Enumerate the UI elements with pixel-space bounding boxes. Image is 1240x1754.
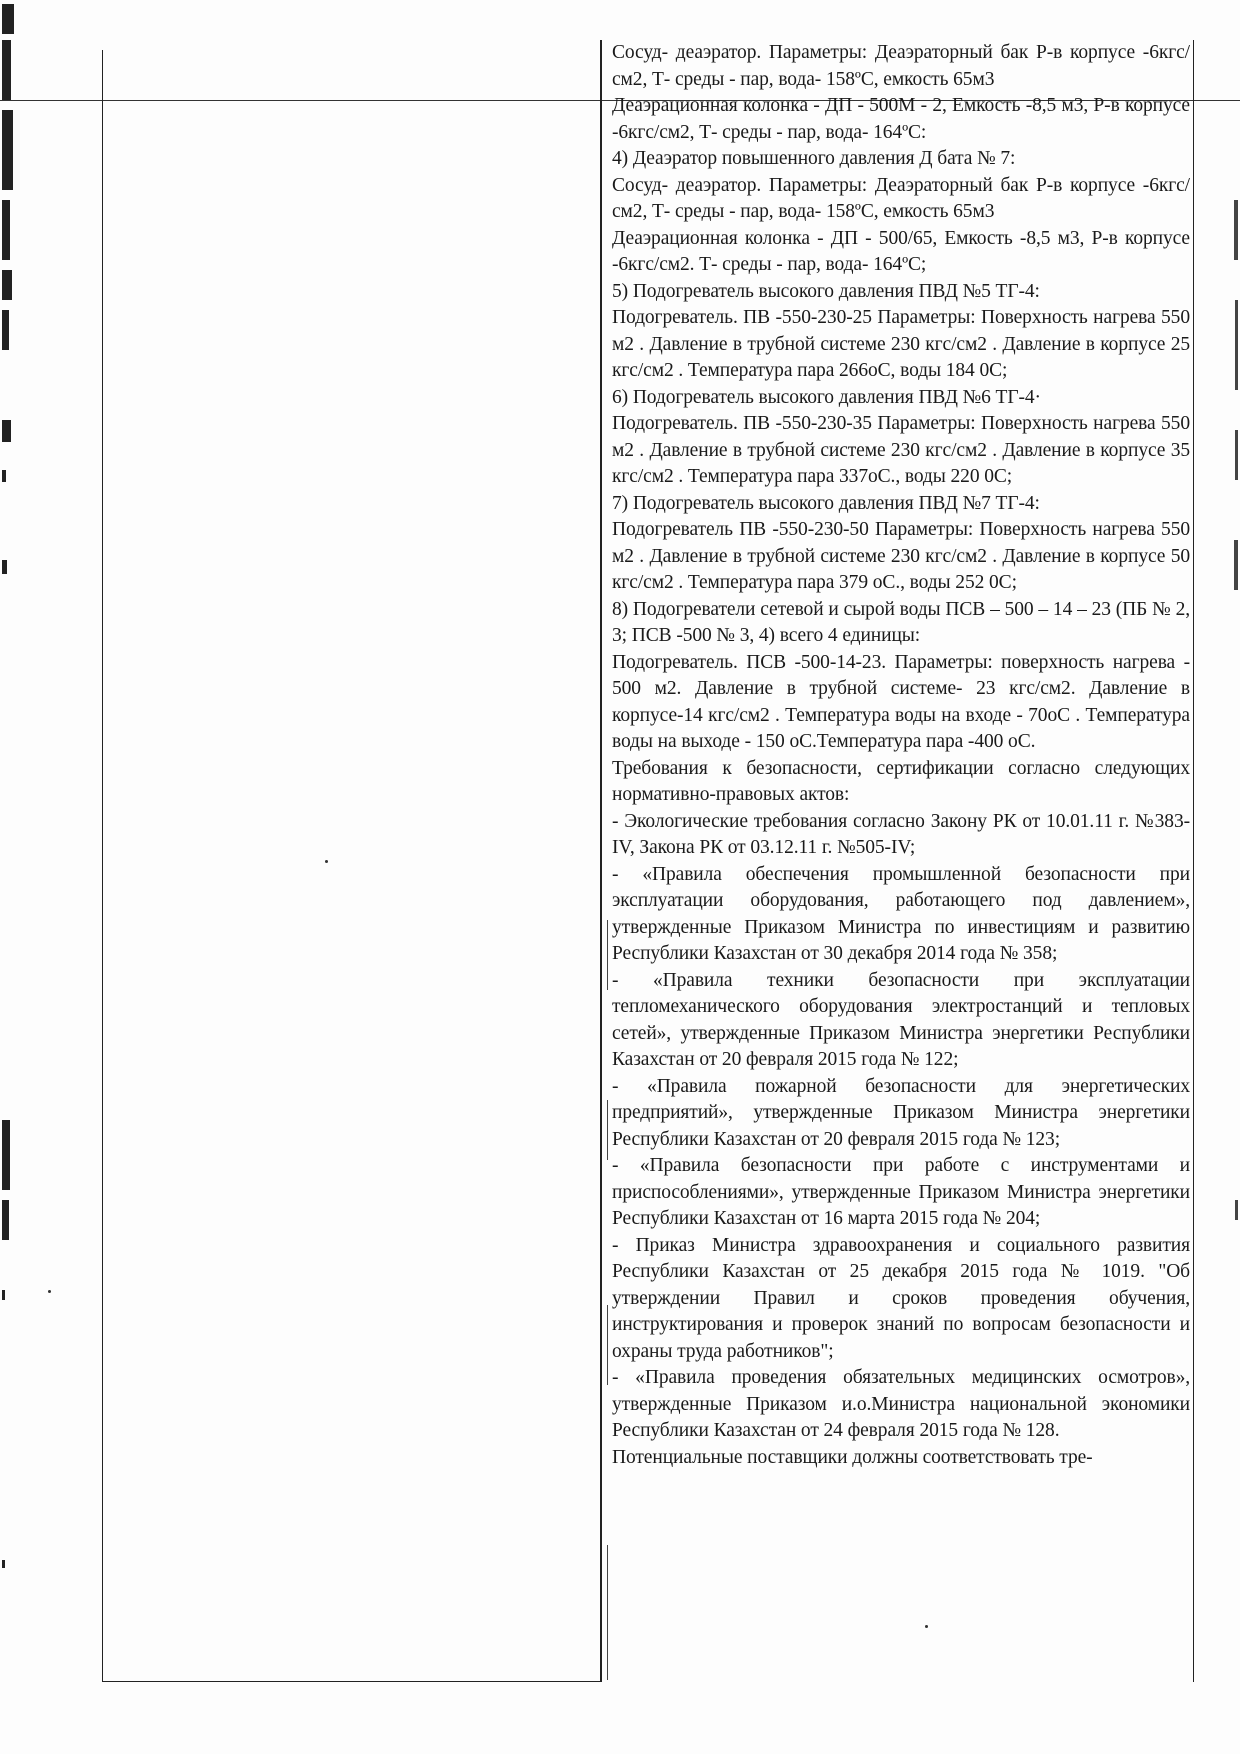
scan-speck bbox=[48, 1290, 51, 1293]
cell-divider-mark bbox=[607, 1545, 608, 1680]
paragraph-heater-pv7-params: Подогреватель ПВ -550-230-50 Параметры: Поверхность нагрева 550 м2 . Давление в трубной системе 230 кгс/см2 . Давление в корпусе 50 кгс/см2 . Температура пара 379 оС., воды 252 0С; bbox=[612, 519, 1190, 593]
paragraph-industrial-safety-rules: - «Правила обеспечения промышленной безопасности при эксплуатации оборудования, работающего под давлением», утвержденные Приказом Министра по инвестициям и развитию Республики Казахстан от 30 декабря 2014 года № 358; bbox=[612, 863, 1190, 964]
paragraph-heater-pv6-params: Подогреватель. ПВ -550-230-35 Параметры: Поверхность нагрева 550 м2 . Давление в трубной системе 230 кгс/см2 . Давление в корпусе 35 кгс/см2 . Температура пара 337оС., воды 220 0С; bbox=[612, 413, 1190, 487]
table-border-left bbox=[102, 50, 103, 1682]
paragraph-item-8-heading: 8) Подогреватели сетевой и сырой воды ПСВ – 500 – 14 – 23 (ПБ № 2, 3; ПСВ -500 № 3, 4) всего 4 единицы: bbox=[612, 598, 1190, 646]
paragraph-ecological-requirements: - Экологические требования согласно Закону РК от 10.01.11 г. №383-IV, Закона РК от 03.12.11 г. №505-IV; bbox=[612, 810, 1190, 858]
cell-divider-mark bbox=[607, 1100, 608, 1160]
paragraph-tools-safety-rules: - «Правила безопасности при работе с инструментами и приспособлениями», утвержденные Приказом Министра энергетики Республики Казахстан от 16 марта 2015 года № 204; bbox=[612, 1155, 1190, 1229]
cell-divider-mark bbox=[607, 920, 608, 990]
paragraph-supplier-requirements: Потенциальные поставщики должны соответствовать тре- bbox=[612, 1446, 1093, 1468]
scanner-edge-left bbox=[0, 0, 26, 1754]
table-border-right bbox=[1193, 40, 1194, 1682]
cell-divider-mark bbox=[607, 1305, 608, 1385]
paragraph-item-4-heading: 4) Деаэратор повышенного давления Д бата № 7: bbox=[612, 148, 1016, 169]
table-border-bottom bbox=[102, 1681, 602, 1682]
paragraph-safety-requirements-intro: Требования к безопасности, сертификации согласно следующих нормативно-правовых актов: bbox=[612, 757, 1190, 805]
paragraph-deaerator-vessel-2: Сосуд- деаэратор. Параметры: Деаэраторный бак Р-в корпусе -6кгс/см2, Т- среды - пар, вода- 158ºС, емкость 65м3 bbox=[612, 174, 1190, 222]
paragraph-thermal-equipment-rules: - «Правила техники безопасности при эксплуатации тепломеханического оборудования электростанций и тепловых сетей», утвержденные Приказом Министра энергетики Республики Казахстан от 20 февраля 2015 года № 122; bbox=[612, 969, 1190, 1070]
paragraph-item-7-heading: 7) Подогреватель высокого давления ПВД №7 ТГ-4: bbox=[612, 492, 1040, 514]
specification-text-cell bbox=[612, 40, 1190, 1471]
paragraph-item-5-heading: 5) Подогреватель высокого давления ПВД №5 ТГ-4: bbox=[612, 280, 1040, 302]
paragraph-deaeration-column-1: Деаэрационная колонка - ДП - 500М - 2, Емкость -8,5 м3, Р-в корпусе -6кгс/см2, Т- среды - пар, вода- 164ºС: bbox=[612, 95, 1190, 143]
paragraph-deaerator-vessel-1: Сосуд- деаэратор. Параметры: Деаэраторный бак Р-в корпусе -6кгс/см2, Т- среды - пар, вода- 158ºС, емкость 65м3 bbox=[612, 42, 1190, 90]
paragraph-fire-safety-rules: - «Правила пожарной безопасности для энергетических предприятий», утвержденные Приказом Министра энергетики Республики Казахстан от 20 февраля 2015 года № 123; bbox=[612, 1075, 1190, 1150]
paragraph-medical-examination-rules: - «Правила проведения обязательных медицинских осмотров», утвержденные Приказом и.о.Министра национальной экономики Республики Казахстан от 24 февраля 2015 года № 128. bbox=[612, 1367, 1190, 1441]
scanner-edge-right bbox=[1226, 0, 1240, 1754]
paragraph-heater-psv-params: Подогреватель. ПСВ -500-14-23. Параметры: поверхность нагрева - 500 м2. Давление в трубной системе- 23 кгс/см2. Давление в корпусе-14 кгс/см2 . Температура воды на входе - 70оС . Температура воды на выходе - 150 оС.Температура пара -400 оС. bbox=[612, 651, 1190, 752]
paragraph-deaeration-column-2: Деаэрационная колонка - ДП - 500/65, Емкость -8,5 м3, Р-в корпусе -6кгс/см2. Т- среды - пар, вода- 164ºС; bbox=[612, 227, 1190, 275]
scan-speck bbox=[325, 860, 328, 863]
paragraph-item-6-heading: 6) Подогреватель высокого давления ПВД №6 ТГ-4· bbox=[612, 386, 1041, 408]
table-border-middle bbox=[600, 40, 602, 1682]
paragraph-health-ministry-order: - Приказ Министра здравоохранения и социального развития Республики Казахстан от 25 декабря 2015 года № 1019. "Об утверждении Правил и сроков проведения обучения, инструктирования и проверок знаний по вопросам безопасности и охраны труда работников"; bbox=[612, 1234, 1190, 1362]
paragraph-heater-pv5-params: Подогреватель. ПВ -550-230-25 Параметры: Поверхность нагрева 550 м2 . Давление в трубной системе 230 кгс/см2 . Давление в корпусе 25 кгс/см2 . Температура пара 266оС, воды 184 0С; bbox=[612, 307, 1190, 381]
scan-speck bbox=[925, 1625, 928, 1628]
